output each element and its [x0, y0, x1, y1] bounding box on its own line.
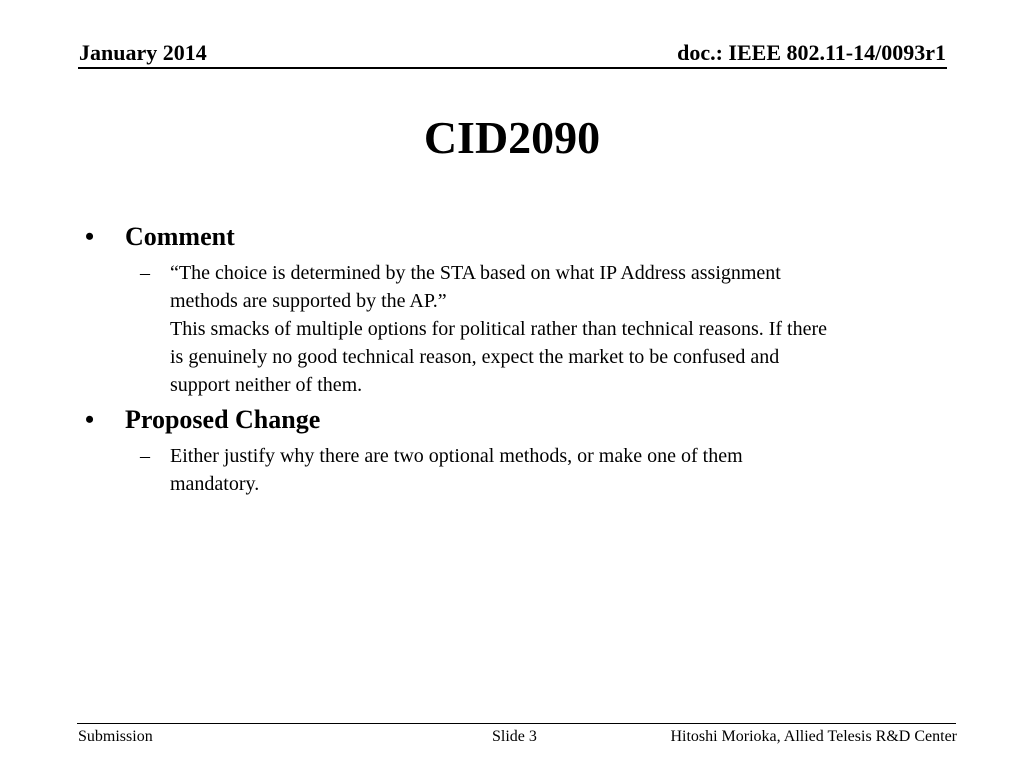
bullet-proposed-change — [85, 405, 320, 435]
comment-line: This smacks of multiple options for political rather than technical reasons. If there — [170, 318, 828, 340]
proposed-change-detail — [140, 442, 940, 498]
bullet-heading: Proposed Change — [125, 405, 321, 434]
comment-line: methods are supported by the AP.” — [170, 290, 447, 312]
footer-author: Hitoshi Morioka, Allied Telesis R&D Center — [670, 728, 957, 745]
comment-detail — [140, 259, 940, 399]
footer-divider — [77, 723, 956, 724]
bullet-marker: • — [85, 222, 95, 251]
sub-bullet-marker: – — [140, 262, 150, 284]
bullet-comment — [85, 222, 235, 252]
footer-slide-number: Slide 3 — [492, 728, 537, 745]
header-divider — [78, 67, 947, 69]
header-date: January 2014 — [79, 40, 207, 65]
comment-line: support neither of them. — [170, 374, 363, 396]
proposed-change-line: Either justify why there are two optional methods, or make one of them — [170, 445, 743, 467]
header-doc-id: doc.: IEEE 802.11-14/0093r1 — [677, 40, 946, 65]
bullet-heading: Comment — [125, 222, 235, 251]
bullet-marker: • — [85, 405, 95, 434]
slide-title: CID2090 — [423, 112, 601, 163]
proposed-change-line: mandatory. — [170, 473, 260, 495]
comment-line: “The choice is determined by the STA based on what IP Address assignment — [170, 262, 781, 284]
sub-bullet-marker: – — [140, 445, 150, 467]
comment-line: is genuinely no good technical reason, expect the market to be confused and — [170, 346, 780, 368]
footer-submission: Submission — [78, 728, 153, 745]
